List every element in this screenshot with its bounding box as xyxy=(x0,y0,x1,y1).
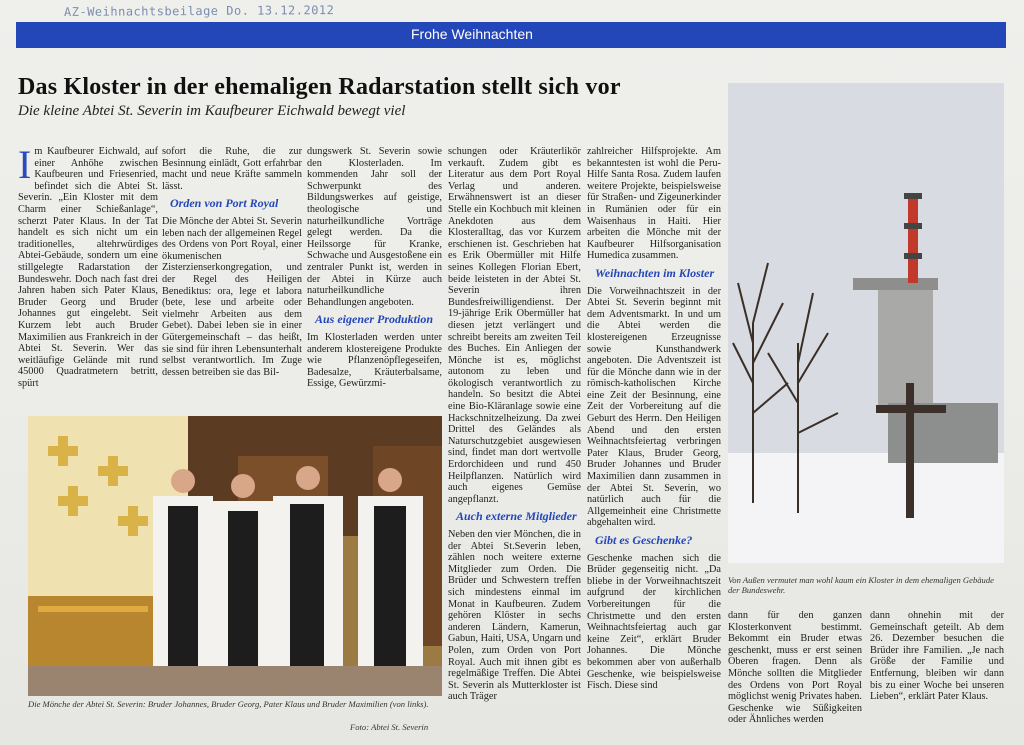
monks-photo-credit: Foto: Abtei St. Severin xyxy=(350,722,429,732)
drop-cap: I xyxy=(18,142,32,187)
subhead-aus-eigener-produktion: Aus eigener Produktion xyxy=(315,312,434,327)
column-2-paragraph-2: Die Mönche der Abtei St. Severin leben nach der allgemeinen Regel des Ordens von Port Royal, einer ökumenischen Zisterzienserkongregation, und der Regel des Heiligen Benediktus: ora, lege et labora (bete, lese und arbeite oder vielmehr Arbeiten aus dem Gebet). Dabei leben sie in einer Gütergemeinschaft – das heißt, sie sind für ihren Lebensunterhalt selbst verantwortlich. Im Zuge dessen betreiben sie das Bil- xyxy=(162,215,302,378)
column-5-paragraph-1: zahlreicher Hilfsprojekte. Am bekanntesten ist wohl die Peru-Hilfe Santa Rosa. Zudem laufen weitere Projekte, beispielsweise für Straßen- und Zigeunerkinder in Rumänien oder für ein Waisenhaus in Haiti. Hier arbeiten die Mönche mit der Kaufbeurer Hilfsorganisation Humedica zusammen. xyxy=(587,146,721,262)
column-2-paragraph-1: sofort die Ruhe, die zur Besinnung einlädt, Gott erfahrbar macht und neue Kräfte sammeln lässt. xyxy=(162,146,302,192)
column-4-paragraph-2: Neben den vier Mönchen, die in der Abtei St.Severin leben, zählen noch weitere externe Mitglieder zum Orden. Die Brüder und Schwestern treffen sich mindestens einmal im Monat in Kaufbeuren. Zudem gehören Klöster in sechs anderen Ländern, Kamerun, Gabun, Haiti, USA, Ungarn und Polen, zum Orden von Port Royal. Auch mit ihnen gibt es regelmäßige Treffen. Die Abtei St. Severin als Mutterkloster ist auch Träger xyxy=(448,529,581,703)
section-banner xyxy=(16,22,1006,48)
column-3-paragraph-1: dungswerk St. Severin sowie den Klosterladen. Im kommenden Jahr soll der Schwerpunkt des Bildungswerkes auf geistige, theologische und naturheilkundliche Vorträge gelegt werden. Da die Heilssorge für Kranke, Schwache und Ausgestoßene ein zentraler Punkt ist, werden in der Abtei in Kürze auch naturheilkundliche Behandlungen angeboten. xyxy=(307,146,442,308)
article-column-3 xyxy=(307,146,442,390)
article-column-7 xyxy=(870,610,1004,703)
subhead-weihnachten-im-kloster: Weihnachten im Kloster xyxy=(595,265,715,280)
article-column-1 xyxy=(18,142,158,389)
headline: Das Kloster in der ehemaligen Radarstation stellt sich vor xyxy=(18,74,621,100)
column-6-text: dann für den ganzen Klosterkonvent bestimmt. Bekommt ein Bruder etwas geschenkt, muss er erst seinen Oberen fragen. Denn als Mönche sollten die Mitglieder des Ordens von Port Royal möglichst wenig Privates haben. Geschenke wie Süßigkeiten oder Ähnliches werden xyxy=(728,610,862,726)
monks-photo-caption: Die Mönche der Abtei St. Severin: Bruder Johannes, Bruder Georg, Pater Klaus und Bruder Maximilien (von links). xyxy=(28,699,429,709)
column-5-paragraph-2: Die Vorweihnachtszeit in der Abtei St. Severin beginnt mit dem Adventsmarkt. In und um die Abtei werden die klostereigenen Erzeugnisse sowie Kunsthandwerk angeboten. Die Adventszeit ist für die Mönche dann wie in der römisch-katholischen Kirche eine Zeit der Besinnung, eine Zeit der Vorbereitung auf die Geburt des Herrn. Den Heiligen Abend und den ersten Weihnachtsfeiertag verbringen Pater Klaus, Bruder Georg, Bruder Johannes und Bruder Maximilien dann zusammen in der Abtei St. Severin, wo natürlich auch für die Allgemeinheit eine Christmette abgehalten wird. xyxy=(587,285,721,529)
section-banner-label: Frohe Weihnachten xyxy=(411,26,533,42)
article-column-5 xyxy=(587,146,721,692)
subhead-auch-externe-mitglieder: Auch externe Mitglieder xyxy=(456,509,577,524)
monks-photo-illustration xyxy=(28,416,442,696)
article-column-6 xyxy=(728,610,862,726)
handwritten-note: AZ-Weihnachtsbeilage Do. 13.12.2012 xyxy=(63,3,335,19)
article-column-4 xyxy=(448,146,581,703)
subhead-orden-von-port-royal: Orden von Port Royal xyxy=(170,196,279,211)
subhead-gibt-es-geschenke: Gibt es Geschenke? xyxy=(595,533,693,547)
subheadline: Die kleine Abtei St. Severin im Kaufbeurer Eichwald bewegt viel xyxy=(18,103,406,119)
monks-photo xyxy=(28,416,442,696)
abbey-photo-caption: Von Außen vermutet man wohl kaum ein Kloster in dem ehemaligen Gebäude der Bundeswehr. xyxy=(728,575,994,595)
abbey-winter-photo xyxy=(728,83,1004,563)
column-1-text: m Kaufbeurer Eichwald, auf einer Anhöhe zwischen Kaufbeuren und Friesenried, befindet sich die Abtei St. Severin. „Ein Kloster mit dem Charm einer Schießanlage“, scherzt Pater Klaus. In der Tat handelt es sich nicht um ein traditionelles, altehrwürdiges Abtei-Gebäude, sondern um eine stillgelegte Radarstation der Bundeswehr. Doch nach fast drei Jahren haben sich Pater Klaus, Bruder Georg und Bruder Johannes gut eingelebt. Seit Kurzem lebt auch Bruder Maximilien aus Frankreich in der Abtei St. Severin. Wer das weitläufige Gelände mit rund 45000 Quadratmetern betritt, spürt xyxy=(18,146,158,389)
article-column-2 xyxy=(162,146,302,378)
column-3-paragraph-2: Im Klosterladen werden unter anderem klostereigene Produkte wie Pflanzenöpflegeseifen, Badesalze, Kräuterbalsame, Essige, Gewürzmi- xyxy=(307,331,442,390)
column-5-paragraph-3: Geschenke machen sich die Brüder gegenseitig nicht. „Da bliebe in der Vorweihnachtszeit aufgrund der kirchlichen Vorbereitungen für die Christmette und den ersten Weihnachtsfeiertag auch gar keine Zeit“, erklärt Bruder Johannes. Die Mönche bekommen aber von außerhalb Geschenke, wie beispielsweise Fisch. Diese sind xyxy=(587,552,721,692)
column-7-text: dann ohnehin mit der Gemeinschaft geteilt. Ab dem 26. Dezember besuchen die Brüder ihre Familien. „Je nach Größe der Familie und Entfernung, bleiben wir dann bis zu einer Woche bei unseren Lieben“, erklärt Pater Klaus. xyxy=(870,610,1004,703)
abbey-winter-illustration xyxy=(728,83,1004,563)
column-4-paragraph-1: schungen oder Kräuterlikör verkauft. Zudem gibt es Literatur aus dem Port Royal Verlag und anderen. Erwähnenswert ist an dieser Stelle ein Kochbuch mit kleinen Anekdoten aus dem Klosteralltag, das vor Kurzem erschienen ist. Geschrieben hat es Erik Obermüller mit Hilfe seines Kollegen Florian Ebert, beide leisteten in der Abtei St. Severin ihren Bundesfreiwilligendienst. Der 19-jährige Erik Obermüller hat diesen jetzt verlängert und schreibt bereits am zweiten Teil des Buches. Ein Anliegen der Mönche ist es, möglichst autonom zu leben und ökologisch verantwortlich zu handeln. So besitzt die Abtei eine Bio-Kläranlage sowie eine Hackschnitzelheizung. Da zwei Drittel des Geländes als Naturschutzgebiet ausgewiesen sind, findet man dort wertvolle Erdorchideen und rund 450 Heilpflanzen. Natürlich wird auch eigenes Gemüse angepflanzt. xyxy=(448,146,581,505)
